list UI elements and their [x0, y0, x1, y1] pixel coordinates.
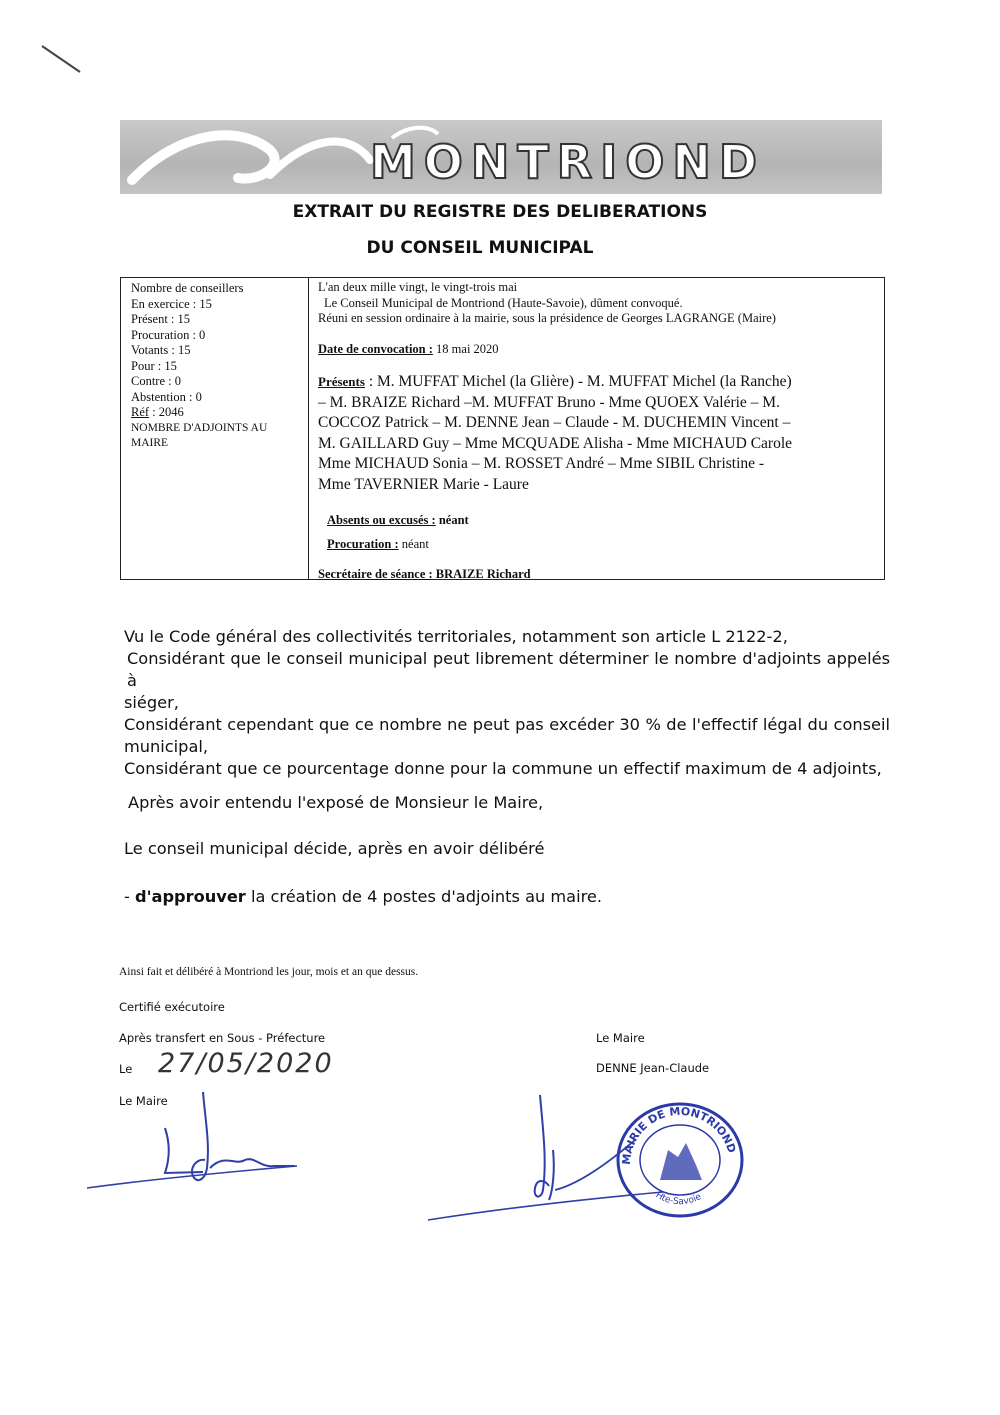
approval-text: la création de 4 postes d'adjoints au maire.: [245, 887, 602, 906]
object-line: MAIRE: [131, 437, 169, 449]
count-line: Nombre de conseillers: [131, 281, 244, 295]
procuration-label: Procuration :: [327, 537, 399, 551]
convocation-value: 18 mai 2020: [436, 342, 499, 356]
convocation-label: Date de convocation :: [318, 342, 433, 356]
council-title: DU CONSEIL MUNICIPAL: [366, 238, 594, 258]
expose-line: Après avoir entendu l'exposé de Monsieur le Maire,: [128, 793, 544, 812]
attendees-line: – M. BRAIZE Richard –M. MUFFAT Bruno - Mme QUOEX Valérie – M.: [318, 393, 780, 411]
montriond-logo: [120, 120, 882, 194]
procuration: [327, 537, 429, 553]
approval-prefix: -: [124, 887, 135, 906]
attendees-text: : M. MUFFAT Michel (la Glière) - M. MUFFAT Michel (la Ranche): [368, 373, 792, 390]
logo-banner: [120, 120, 882, 194]
reference-line: [131, 405, 306, 421]
absents-label: Absents ou excusés :: [327, 513, 436, 527]
secretary-label: Secrétaire de séance :: [318, 567, 433, 581]
consideration-line: Considérant cependant que ce nombre ne peut pas excéder 30 % de l'effectif légal du conseil: [124, 715, 890, 734]
attendees-line: Mme TAVERNIER Marie - Laure: [318, 475, 529, 493]
count-line: Procuration : 0: [131, 327, 206, 342]
presents-label: Présents: [318, 374, 365, 389]
left-maire-label: Le Maire: [119, 1094, 168, 1108]
left-signature: [85, 1088, 300, 1203]
date-label: Le: [119, 1062, 133, 1076]
consideration-line: siéger,: [124, 693, 179, 712]
attendees-line: COCCOZ Patrick – M. DENNE Jean – Claude - M. DUCHEMIN Vincent –: [318, 414, 791, 431]
councillor-counts: [131, 281, 306, 452]
certified-line: Certifié exécutoire: [119, 1000, 225, 1014]
consideration-line: Considérant que le conseil municipal peut librement déterminer le nombre d'adjoints appelés à: [127, 649, 890, 690]
object-line: NOMBRE D'ADJOINTS AU: [131, 421, 268, 434]
handwritten-date: 27/05/2020: [158, 1048, 334, 1079]
stamp-text-bottom: Hte-Savoie: [653, 1190, 704, 1208]
count-line: Présent : 15: [131, 312, 191, 326]
procuration-value: néant: [401, 537, 429, 551]
count-line: En exercice : 15: [131, 296, 212, 311]
attendees-line: [318, 372, 878, 393]
decision-line: Le conseil municipal décide, après en avoir délibéré: [124, 839, 545, 858]
attendees-line: M. GAILLARD Guy – Mme MCQUADE Alisha - Mme MICHAUD Carole: [318, 434, 793, 452]
approval-line: [124, 886, 602, 908]
mairie-stamp: [610, 1095, 750, 1220]
consideration-line: Considérant que ce pourcentage donne pour la commune un effectif maximum de 4 adjoints,: [124, 759, 882, 778]
ref-label: Réf: [131, 405, 150, 419]
stamp-text-top: MAIRIE DE MONTRIOND: [619, 1104, 739, 1166]
mayor-name: DENNE Jean-Claude: [596, 1061, 710, 1075]
considerations: [124, 626, 890, 780]
absents-value: néant: [438, 513, 469, 527]
done-at-line: Ainsi fait et délibéré à Montriond les jour, mois et an que dessus.: [119, 966, 419, 978]
info-divider: [308, 277, 309, 580]
transfer-line: Après transfert en Sous - Préfecture: [119, 1031, 326, 1045]
attendees: [318, 372, 878, 495]
consideration-line: Vu le Code général des collectivités territoriales, notamment son article L 2122-2,: [124, 627, 788, 646]
secretary: [318, 567, 531, 583]
right-maire-label: Le Maire: [596, 1031, 645, 1045]
register-title: EXTRAIT DU REGISTRE DES DELIBERATIONS: [292, 202, 708, 222]
absents: [327, 513, 469, 529]
session-intro: [318, 280, 878, 327]
logo-wordmark: MONTRIOND: [370, 135, 766, 189]
attendees-line: Mme MICHAUD Sonia – M. ROSSET André – Mme SIBIL Christine -: [318, 455, 765, 472]
count-line: Pour : 15: [131, 358, 177, 373]
approval-verb: d'approuver: [135, 887, 246, 906]
secretary-value: BRAIZE Richard: [435, 567, 531, 581]
intro-council: Le Conseil Municipal de Montriond (Haute-Savoie), dûment convoqué.: [324, 295, 683, 310]
intro-session: Réuni en session ordinaire à la mairie, sous la présidence de Georges LAGRANGE (Maire): [318, 311, 776, 325]
consideration-line: municipal,: [124, 737, 209, 756]
count-line: Votants : 15: [131, 343, 191, 357]
count-line: Contre : 0: [131, 374, 181, 388]
stamp-emblem: [660, 1143, 702, 1180]
ref-value: : 2046: [152, 405, 184, 419]
scan-mark: [40, 44, 85, 76]
intro-date: L'an deux mille vingt, le vingt-trois mai: [318, 280, 518, 294]
convocation-date: [318, 342, 499, 358]
count-line: Abstention : 0: [131, 389, 202, 404]
